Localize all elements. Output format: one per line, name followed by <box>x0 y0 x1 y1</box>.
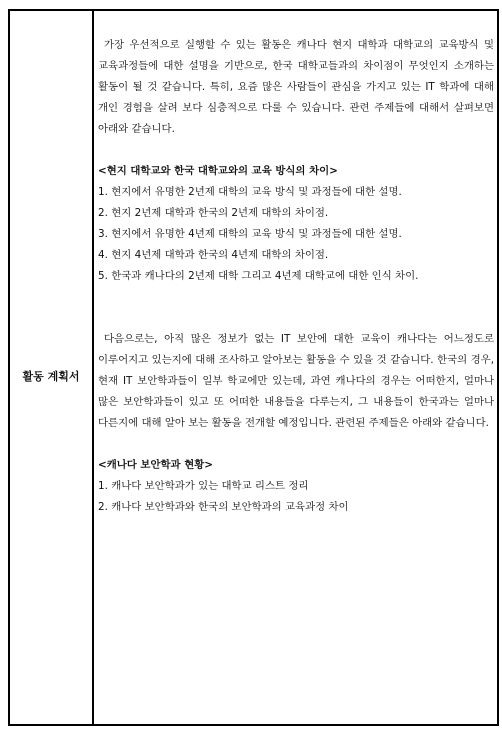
content-cell <box>96 11 497 724</box>
second-paragraph: 다음으로는, 아직 많은 정보가 없는 IT 보안에 대한 교육이 캐나다는 어느정도로 이루어지고 있는지에 대해 조사하고 알아보는 활동을 수 있을 것 같습니다. 한국의 경우, 현재 IT 보안학과들이 일부 학교에만 있는데, 과연 캐나다의 경우는 어떠한지, 얼마나 많은 보안학과들이 있고 또 어떠한 내용들을 다루는지, 그 내용들이 한국과는 얼마나 다른지에 대해 알아 보는 활동을 전개할 예정입니다. 관련된 주제들은 아래와 같습니다. <box>98 333 494 429</box>
intro-paragraph: 가장 우선적으로 실행할 수 있는 활동은 캐나다 현지 대학과 대학교의 교육방식 및 교육과정들에 대한 설명을 기반으로, 한국 대학교들과의 차이점이 무엇인지 소개하는 활동이 될 것 같습니다. 특히, 요즘 많은 사람들이 관심을 가지고 있는 IT 학과에 대해 개인 경험을 살려 보다 심층적으로 다룰 수 있습니다. 관련 주제들에 대해서 살펴보면 아래와 같습니다. <box>98 39 494 135</box>
list-item: 4. 현지 4년제 대학과 한국의 4년제 대학의 차이점. <box>98 249 329 261</box>
spacer <box>98 287 494 329</box>
list-item: 2. 현지 2년제 대학과 한국의 2년제 대학의 차이점. <box>98 207 329 219</box>
section2-list <box>98 476 494 518</box>
list-item: 2. 캐나다 보안학과와 한국의 보안학과의 교육과정 차이 <box>98 501 349 513</box>
list-item: 1. 캐나다 보안학과가 있는 대학교 리스트 정리 <box>98 480 309 492</box>
list-item: 1. 현지에서 유명한 2년제 대학의 교육 방식 및 과정들에 대한 설명. <box>98 186 402 198</box>
list-item: 5. 한국과 캐나다의 2년제 대학 그리고 4년제 대학교에 대한 인식 차이. <box>98 270 419 282</box>
spacer <box>98 434 494 455</box>
section1-list <box>98 182 494 287</box>
activity-plan-table <box>8 9 499 726</box>
section1-heading: <현지 대학교와 한국 대학교와의 교육 방식의 차이> <box>98 165 338 177</box>
label-cell <box>10 11 94 724</box>
row-label: 활동 계획서 <box>22 370 80 383</box>
spacer <box>98 140 494 161</box>
list-item: 3. 현지에서 유명한 4년제 대학의 교육 방식 및 과정들에 대한 설명. <box>98 228 402 240</box>
section2-heading: <캐나다 보안학과 현황> <box>98 459 213 471</box>
